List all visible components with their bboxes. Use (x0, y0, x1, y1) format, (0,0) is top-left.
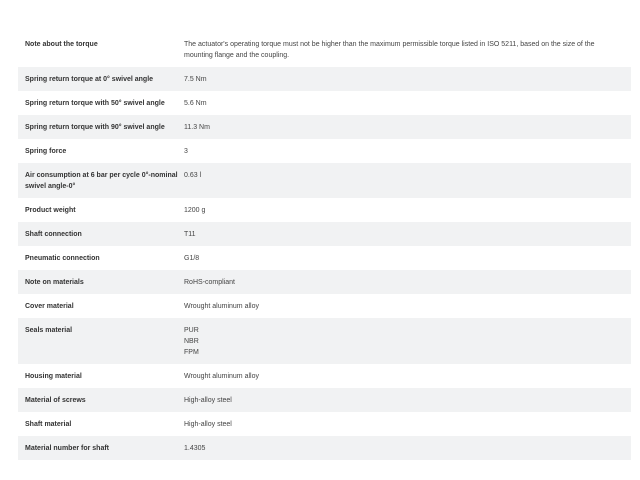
spec-row (18, 67, 631, 91)
spec-label: Spring return torque with 90° swivel angle (25, 124, 165, 131)
spec-label: Product weight (25, 207, 76, 214)
spec-value (184, 122, 631, 133)
spec-value (184, 39, 631, 61)
spec-value (184, 371, 631, 382)
spec-label: Spring return torque at 0° swivel angle (25, 76, 154, 83)
spec-value (184, 419, 631, 430)
spec-row (18, 222, 631, 246)
spec-value-line: G1/8 (184, 255, 200, 262)
spec-value-line: Wrought aluminum alloy (184, 373, 259, 380)
spec-value-line: PUR (184, 327, 199, 334)
spec-label: Seals material (25, 327, 73, 334)
spec-value-line: 11.3 Nm (184, 124, 210, 131)
spec-value (184, 443, 631, 454)
spec-label: Material number for shaft (25, 445, 110, 452)
spec-label: Cover material (25, 303, 74, 310)
spec-value-line: 3 (184, 148, 188, 155)
spec-row (18, 270, 631, 294)
spec-value (184, 98, 631, 109)
spec-row (18, 364, 631, 388)
spec-value (184, 301, 631, 312)
spec-value (184, 395, 631, 406)
spec-label: Pneumatic connection (25, 255, 100, 262)
spec-label: Air consumption at 6 bar per cycle 0°-nominal swivel angle-0° (25, 172, 178, 190)
spec-value (184, 170, 631, 181)
spec-row (18, 436, 631, 460)
spec-row (18, 294, 631, 318)
spec-row (18, 139, 631, 163)
spec-value-line: High-alloy steel (184, 397, 232, 404)
spec-row (18, 388, 631, 412)
spec-value-line: High-alloy steel (184, 421, 232, 428)
spec-value (184, 146, 631, 157)
spec-value (184, 205, 631, 216)
spec-label: Spring force (25, 148, 67, 155)
spec-value-line: NBR (184, 338, 199, 345)
spec-value-line: 0.63 l (184, 172, 202, 179)
spec-row (18, 32, 631, 67)
spec-value-line: 1200 g (184, 207, 206, 214)
spec-value (184, 253, 631, 264)
spec-value-line: 1.4305 (184, 445, 206, 452)
spec-label: Material of screws (25, 397, 86, 404)
spec-label: Note about the torque (25, 41, 98, 48)
spec-row (18, 163, 631, 198)
spec-label: Shaft connection (25, 231, 82, 238)
spec-label: Housing material (25, 373, 82, 380)
spec-value (184, 229, 631, 240)
spec-value (184, 325, 631, 358)
spec-value-line: The actuator's operating torque must not be higher than the maximum permissible torque listed in ISO 5211, based on the size of the mounting flange and the coupling. (184, 41, 595, 59)
spec-label: Shaft material (25, 421, 72, 428)
spec-value-line: FPM (184, 349, 199, 356)
spec-row (18, 198, 631, 222)
spec-value-line: Wrought aluminum alloy (184, 303, 259, 310)
spec-value-line: RoHS-compliant (184, 279, 235, 286)
spec-value (184, 74, 631, 85)
spec-row (18, 318, 631, 364)
spec-value-line: T11 (184, 231, 196, 238)
spec-table (18, 32, 631, 460)
spec-label: Spring return torque with 50° swivel angle (25, 100, 165, 107)
spec-value (184, 277, 631, 288)
spec-row (18, 91, 631, 115)
spec-label: Note on materials (25, 279, 84, 286)
spec-row (18, 115, 631, 139)
spec-value-line: 5.6 Nm (184, 100, 207, 107)
spec-value-line: 7.5 Nm (184, 76, 207, 83)
spec-row (18, 412, 631, 436)
spec-row (18, 246, 631, 270)
